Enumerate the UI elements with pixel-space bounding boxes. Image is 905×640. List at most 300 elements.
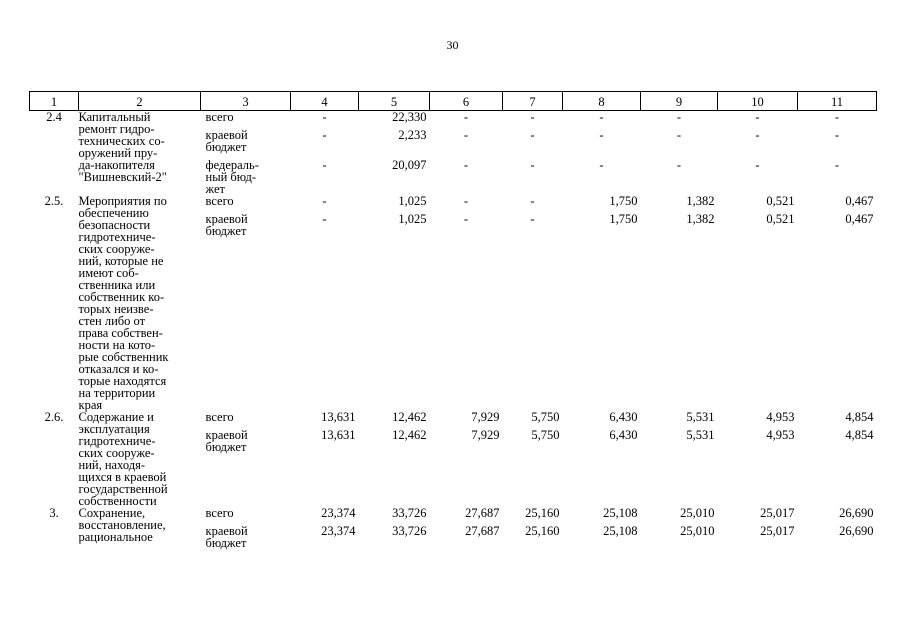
value-block bbox=[291, 525, 359, 549]
measure-name-line: ственника или bbox=[78, 278, 156, 292]
value-block bbox=[798, 129, 877, 153]
measure-name bbox=[79, 111, 201, 196]
value-block bbox=[641, 507, 718, 519]
value-block bbox=[503, 195, 563, 207]
numeric-value: 12,462 bbox=[392, 428, 427, 442]
value-block bbox=[718, 507, 798, 519]
funding-source bbox=[201, 525, 291, 549]
line-spacer bbox=[798, 171, 877, 183]
funding-source-line: жет bbox=[205, 182, 225, 196]
value-block bbox=[359, 111, 430, 123]
value-block bbox=[430, 213, 503, 237]
empty-value: - bbox=[834, 158, 840, 172]
numeric-value: 1,382 bbox=[686, 212, 715, 226]
numeric-value: 25,010 bbox=[680, 506, 715, 520]
measure-name-line: ности на кото- bbox=[78, 338, 156, 352]
row-number: 2.4 bbox=[46, 110, 62, 124]
measure-name-line: государственной bbox=[78, 482, 168, 496]
value-block bbox=[359, 129, 430, 153]
line-spacer bbox=[798, 537, 877, 549]
value-block bbox=[503, 159, 563, 195]
empty-value: - bbox=[322, 194, 327, 208]
line-spacer bbox=[291, 225, 359, 237]
measure-name-line: обеспечению bbox=[78, 206, 149, 220]
value-block bbox=[563, 525, 641, 549]
numeric-value: 1,750 bbox=[609, 194, 638, 208]
line-spacer bbox=[291, 141, 359, 153]
value-block bbox=[641, 213, 718, 237]
row-number: 2.6. bbox=[44, 410, 64, 424]
value-block bbox=[641, 159, 718, 195]
value-block bbox=[798, 525, 877, 549]
column-header: 10 bbox=[718, 92, 798, 111]
numeric-value: 25,017 bbox=[760, 506, 795, 520]
line-spacer bbox=[563, 171, 641, 183]
value-cell bbox=[359, 195, 430, 411]
numeric-value: 25,010 bbox=[680, 524, 715, 538]
funding-source-line: бюджет bbox=[205, 536, 247, 550]
numeric-value: 0,521 bbox=[766, 212, 795, 226]
measure-name-line: эксплуатация bbox=[78, 422, 150, 436]
empty-value: - bbox=[599, 158, 604, 172]
line-spacer bbox=[503, 537, 563, 549]
measure-name-line: ний, которые не bbox=[78, 254, 164, 268]
value-block bbox=[563, 129, 641, 153]
line-spacer bbox=[430, 441, 503, 453]
value-block bbox=[718, 159, 798, 195]
line-spacer bbox=[563, 225, 641, 237]
numeric-value: 1,750 bbox=[609, 212, 638, 226]
numeric-value: 6,430 bbox=[609, 410, 638, 424]
line-spacer bbox=[359, 225, 430, 237]
empty-value: - bbox=[755, 158, 760, 172]
funding-source bbox=[201, 411, 291, 423]
numeric-value: 26,690 bbox=[839, 506, 874, 520]
line-spacer bbox=[563, 441, 641, 453]
line-spacer bbox=[798, 225, 877, 237]
value-block bbox=[359, 195, 430, 207]
empty-value: - bbox=[463, 110, 469, 124]
value-cell bbox=[291, 507, 359, 549]
funding-source-line: краевой bbox=[205, 428, 248, 442]
numeric-value: 5,531 bbox=[686, 410, 715, 424]
line-spacer bbox=[430, 225, 503, 237]
empty-value: - bbox=[463, 158, 469, 172]
value-block bbox=[359, 159, 430, 195]
value-block bbox=[503, 111, 563, 123]
value-cell bbox=[359, 411, 430, 507]
value-block bbox=[430, 411, 503, 423]
value-cell bbox=[798, 111, 877, 196]
line-spacer bbox=[359, 171, 430, 183]
column-header: 1 bbox=[30, 92, 79, 111]
value-block bbox=[291, 411, 359, 423]
empty-value: - bbox=[676, 158, 682, 172]
measure-name-line: Сохранение, bbox=[78, 506, 146, 520]
measure-name-line: права собствен- bbox=[78, 326, 163, 340]
measure-name-line: щихся в краевой bbox=[78, 470, 167, 484]
empty-value: - bbox=[322, 128, 327, 142]
value-cell bbox=[291, 195, 359, 411]
numeric-value: 0,521 bbox=[766, 194, 795, 208]
empty-value: - bbox=[530, 194, 535, 208]
value-block bbox=[718, 411, 798, 423]
funding-source bbox=[201, 195, 291, 207]
value-block bbox=[359, 429, 430, 453]
value-block bbox=[563, 213, 641, 237]
table-row bbox=[30, 111, 877, 196]
line-spacer bbox=[291, 441, 359, 453]
empty-value: - bbox=[463, 212, 469, 226]
value-block bbox=[503, 411, 563, 423]
value-block bbox=[430, 111, 503, 123]
column-number-header-row bbox=[30, 92, 877, 111]
numeric-value: 33,726 bbox=[392, 506, 427, 520]
value-block bbox=[291, 159, 359, 195]
value-block bbox=[563, 429, 641, 453]
funding-source-line: бюджет bbox=[205, 140, 247, 154]
funding-source-cell bbox=[201, 411, 291, 507]
column-header: 11 bbox=[798, 92, 877, 111]
line-spacer bbox=[503, 171, 563, 183]
numeric-value: 25,160 bbox=[525, 506, 560, 520]
value-cell bbox=[641, 411, 718, 507]
numeric-value: 27,687 bbox=[465, 506, 500, 520]
value-block bbox=[641, 129, 718, 153]
line-spacer bbox=[563, 141, 641, 153]
numeric-value: 0,467 bbox=[845, 212, 874, 226]
funding-source-cell bbox=[201, 507, 291, 549]
measure-name-line: ских сооруже- bbox=[78, 242, 155, 256]
measure-name-line: гидротехниче- bbox=[78, 230, 156, 244]
value-block bbox=[291, 111, 359, 123]
value-cell bbox=[430, 507, 503, 549]
column-header: 4 bbox=[291, 92, 359, 111]
numeric-value: 4,953 bbox=[766, 410, 795, 424]
measure-name-line: рациональное bbox=[78, 530, 153, 544]
value-cell bbox=[563, 411, 641, 507]
value-cell bbox=[798, 195, 877, 411]
measure-name-line: торых неизве- bbox=[78, 302, 154, 316]
funding-source bbox=[201, 213, 291, 237]
value-cell bbox=[359, 111, 430, 196]
column-header: 5 bbox=[359, 92, 430, 111]
value-block bbox=[563, 507, 641, 519]
empty-value: - bbox=[755, 128, 760, 142]
value-block bbox=[503, 429, 563, 453]
value-block bbox=[503, 507, 563, 519]
value-block bbox=[563, 159, 641, 195]
value-cell bbox=[718, 411, 798, 507]
table-row bbox=[30, 195, 877, 411]
value-block bbox=[291, 129, 359, 153]
value-cell bbox=[430, 111, 503, 196]
budget-table bbox=[29, 91, 877, 549]
measure-name-line: собственник ко- bbox=[78, 290, 165, 304]
line-spacer bbox=[718, 171, 798, 183]
value-block bbox=[718, 429, 798, 453]
line-spacer bbox=[359, 537, 430, 549]
measure-name-line: ремонт гидро- bbox=[78, 122, 155, 136]
value-cell bbox=[503, 507, 563, 549]
funding-source-line: краевой bbox=[205, 128, 248, 142]
numeric-value: 23,374 bbox=[321, 524, 356, 538]
value-block bbox=[503, 213, 563, 237]
funding-source-line: всего bbox=[205, 110, 234, 124]
numeric-value: 5,531 bbox=[686, 428, 715, 442]
value-cell bbox=[503, 195, 563, 411]
numeric-value: 20,097 bbox=[392, 158, 427, 172]
page-number: 30 bbox=[446, 38, 459, 52]
numeric-value: 25,108 bbox=[603, 506, 638, 520]
funding-source bbox=[201, 507, 291, 519]
value-cell bbox=[291, 111, 359, 196]
line-spacer bbox=[430, 537, 503, 549]
measure-name-line: собственности bbox=[78, 494, 157, 508]
line-spacer bbox=[291, 171, 359, 183]
numeric-value: 6,430 bbox=[609, 428, 638, 442]
value-block bbox=[291, 429, 359, 453]
measure-name-line: безопасности bbox=[78, 218, 151, 232]
numeric-value: 2,233 bbox=[398, 128, 427, 142]
row-number: 2.5. bbox=[44, 194, 64, 208]
value-block bbox=[430, 507, 503, 519]
value-cell bbox=[798, 411, 877, 507]
line-spacer bbox=[503, 141, 563, 153]
numeric-value: 1,025 bbox=[398, 212, 427, 226]
value-cell bbox=[503, 411, 563, 507]
measure-name-line: восстановление, bbox=[78, 518, 166, 532]
measure-name-line: Содержание и bbox=[78, 410, 154, 424]
value-block bbox=[291, 195, 359, 207]
funding-source-line: бюджет bbox=[205, 224, 247, 238]
empty-value: - bbox=[676, 110, 682, 124]
empty-value: - bbox=[322, 158, 327, 172]
funding-source-line: бюджет bbox=[205, 440, 247, 454]
funding-source-line: всего bbox=[205, 194, 234, 208]
numeric-value: 1,025 bbox=[398, 194, 427, 208]
value-cell bbox=[563, 111, 641, 196]
value-block bbox=[798, 195, 877, 207]
value-block bbox=[641, 195, 718, 207]
line-spacer bbox=[718, 537, 798, 549]
measure-name-line: гидротехниче- bbox=[78, 434, 156, 448]
line-spacer bbox=[718, 141, 798, 153]
empty-value: - bbox=[834, 128, 840, 142]
value-cell bbox=[798, 507, 877, 549]
line-spacer bbox=[430, 171, 503, 183]
numeric-value: 7,929 bbox=[471, 410, 500, 424]
value-cell bbox=[718, 507, 798, 549]
empty-value: - bbox=[755, 110, 760, 124]
numeric-value: 25,160 bbox=[525, 524, 560, 538]
value-block bbox=[430, 195, 503, 207]
line-spacer bbox=[503, 441, 563, 453]
value-block bbox=[563, 195, 641, 207]
value-block bbox=[359, 213, 430, 237]
value-block bbox=[641, 111, 718, 123]
numeric-value: 7,929 bbox=[471, 428, 500, 442]
column-header: 2 bbox=[79, 92, 201, 111]
value-block bbox=[359, 507, 430, 519]
measure-name-line: "Вишневский-2" bbox=[78, 170, 167, 184]
funding-source bbox=[201, 429, 291, 453]
value-cell bbox=[359, 507, 430, 549]
numeric-value: 27,687 bbox=[465, 524, 500, 538]
value-cell bbox=[291, 411, 359, 507]
measure-name-lines bbox=[79, 507, 201, 543]
measure-name-lines bbox=[79, 411, 201, 507]
value-cell bbox=[430, 195, 503, 411]
value-block bbox=[563, 111, 641, 123]
numeric-value: 25,017 bbox=[760, 524, 795, 538]
numeric-value: 4,953 bbox=[766, 428, 795, 442]
value-block bbox=[798, 429, 877, 453]
value-block bbox=[718, 111, 798, 123]
measure-name-line: края bbox=[78, 398, 103, 412]
numeric-value: 13,631 bbox=[321, 410, 356, 424]
value-block bbox=[718, 213, 798, 237]
measure-name-line: оружений пру- bbox=[78, 146, 158, 160]
measure-name-line: торые находятся bbox=[78, 374, 167, 388]
funding-source-cell bbox=[201, 195, 291, 411]
measure-name-lines bbox=[79, 111, 201, 183]
table-row bbox=[30, 507, 877, 549]
numeric-value: 22,330 bbox=[392, 110, 427, 124]
column-header: 3 bbox=[201, 92, 291, 111]
value-block bbox=[430, 129, 503, 153]
numeric-value: 4,854 bbox=[845, 410, 874, 424]
empty-value: - bbox=[676, 128, 682, 142]
empty-value: - bbox=[530, 158, 535, 172]
empty-value: - bbox=[463, 128, 469, 142]
numeric-value: 13,631 bbox=[321, 428, 356, 442]
measure-name-line: на территории bbox=[78, 386, 156, 400]
empty-value: - bbox=[530, 128, 535, 142]
value-cell bbox=[563, 507, 641, 549]
measure-name-line: технических со- bbox=[78, 134, 165, 148]
value-block bbox=[798, 411, 877, 423]
numeric-value: 1,382 bbox=[686, 194, 715, 208]
numeric-value: 25,108 bbox=[603, 524, 638, 538]
measure-name-line: ний, находя- bbox=[78, 458, 145, 472]
funding-source-line: ный бюд- bbox=[205, 170, 256, 184]
column-header: 9 bbox=[641, 92, 718, 111]
line-spacer bbox=[718, 225, 798, 237]
measure-name-line: имеют соб- bbox=[78, 266, 139, 280]
value-block bbox=[718, 195, 798, 207]
empty-value: - bbox=[463, 194, 469, 208]
line-spacer bbox=[641, 141, 718, 153]
measure-name-line: отказался и ко- bbox=[78, 362, 159, 376]
value-block bbox=[359, 411, 430, 423]
line-spacer bbox=[798, 141, 877, 153]
value-block bbox=[798, 159, 877, 195]
value-block bbox=[291, 507, 359, 519]
value-block bbox=[563, 411, 641, 423]
value-cell bbox=[430, 411, 503, 507]
value-cell bbox=[718, 195, 798, 411]
value-block bbox=[359, 525, 430, 549]
funding-source-line: краевой bbox=[205, 212, 248, 226]
measure-name-lines bbox=[79, 195, 201, 411]
measure-name bbox=[79, 195, 201, 411]
line-spacer bbox=[359, 441, 430, 453]
value-block bbox=[798, 111, 877, 123]
empty-value: - bbox=[834, 110, 840, 124]
line-spacer bbox=[641, 441, 718, 453]
line-spacer bbox=[430, 141, 503, 153]
line-spacer bbox=[641, 537, 718, 549]
value-block bbox=[430, 159, 503, 195]
numeric-value: 33,726 bbox=[392, 524, 427, 538]
line-spacer bbox=[798, 441, 877, 453]
value-block bbox=[503, 525, 563, 549]
value-block bbox=[430, 429, 503, 453]
value-block bbox=[798, 507, 877, 519]
empty-value: - bbox=[530, 110, 535, 124]
numeric-value: 0,467 bbox=[845, 194, 874, 208]
column-header: 7 bbox=[503, 92, 563, 111]
measure-name bbox=[79, 411, 201, 507]
value-block bbox=[291, 213, 359, 237]
empty-value: - bbox=[322, 110, 327, 124]
table-row bbox=[30, 411, 877, 507]
value-cell bbox=[718, 111, 798, 196]
column-header: 6 bbox=[430, 92, 503, 111]
line-spacer bbox=[718, 441, 798, 453]
empty-value: - bbox=[322, 212, 327, 226]
line-spacer bbox=[503, 225, 563, 237]
value-cell bbox=[641, 507, 718, 549]
numeric-value: 4,854 bbox=[845, 428, 874, 442]
funding-source bbox=[201, 111, 291, 123]
numeric-value: 23,374 bbox=[321, 506, 356, 520]
funding-source-line: всего bbox=[205, 410, 234, 424]
numeric-value: 5,750 bbox=[531, 428, 560, 442]
line-spacer bbox=[359, 141, 430, 153]
measure-name-line: ских сооруже- bbox=[78, 446, 155, 460]
row-number: 3. bbox=[49, 506, 59, 520]
empty-value: - bbox=[599, 128, 604, 142]
numeric-value: 26,690 bbox=[839, 524, 874, 538]
empty-value: - bbox=[530, 212, 535, 226]
empty-value: - bbox=[599, 110, 604, 124]
measure-name-line: рые собственник bbox=[78, 350, 169, 364]
value-block bbox=[718, 525, 798, 549]
numeric-value: 5,750 bbox=[531, 410, 560, 424]
value-cell bbox=[641, 111, 718, 196]
measure-name-line: Мероприятия по bbox=[78, 194, 167, 208]
column-header: 8 bbox=[563, 92, 641, 111]
numeric-value: 12,462 bbox=[392, 410, 427, 424]
line-spacer bbox=[641, 171, 718, 183]
funding-source bbox=[201, 159, 291, 195]
value-block bbox=[503, 129, 563, 153]
value-cell bbox=[503, 111, 563, 196]
value-block bbox=[718, 129, 798, 153]
line-spacer bbox=[563, 537, 641, 549]
value-block bbox=[641, 525, 718, 549]
funding-source-line: краевой bbox=[205, 524, 248, 538]
measure-name-line: стен либо от bbox=[78, 314, 146, 328]
value-block bbox=[798, 213, 877, 237]
measure-name bbox=[79, 507, 201, 549]
value-cell bbox=[641, 195, 718, 411]
measure-name-line: да-накопителя bbox=[78, 158, 155, 172]
value-block bbox=[641, 411, 718, 423]
measure-name-line: Капитальный bbox=[78, 110, 151, 124]
